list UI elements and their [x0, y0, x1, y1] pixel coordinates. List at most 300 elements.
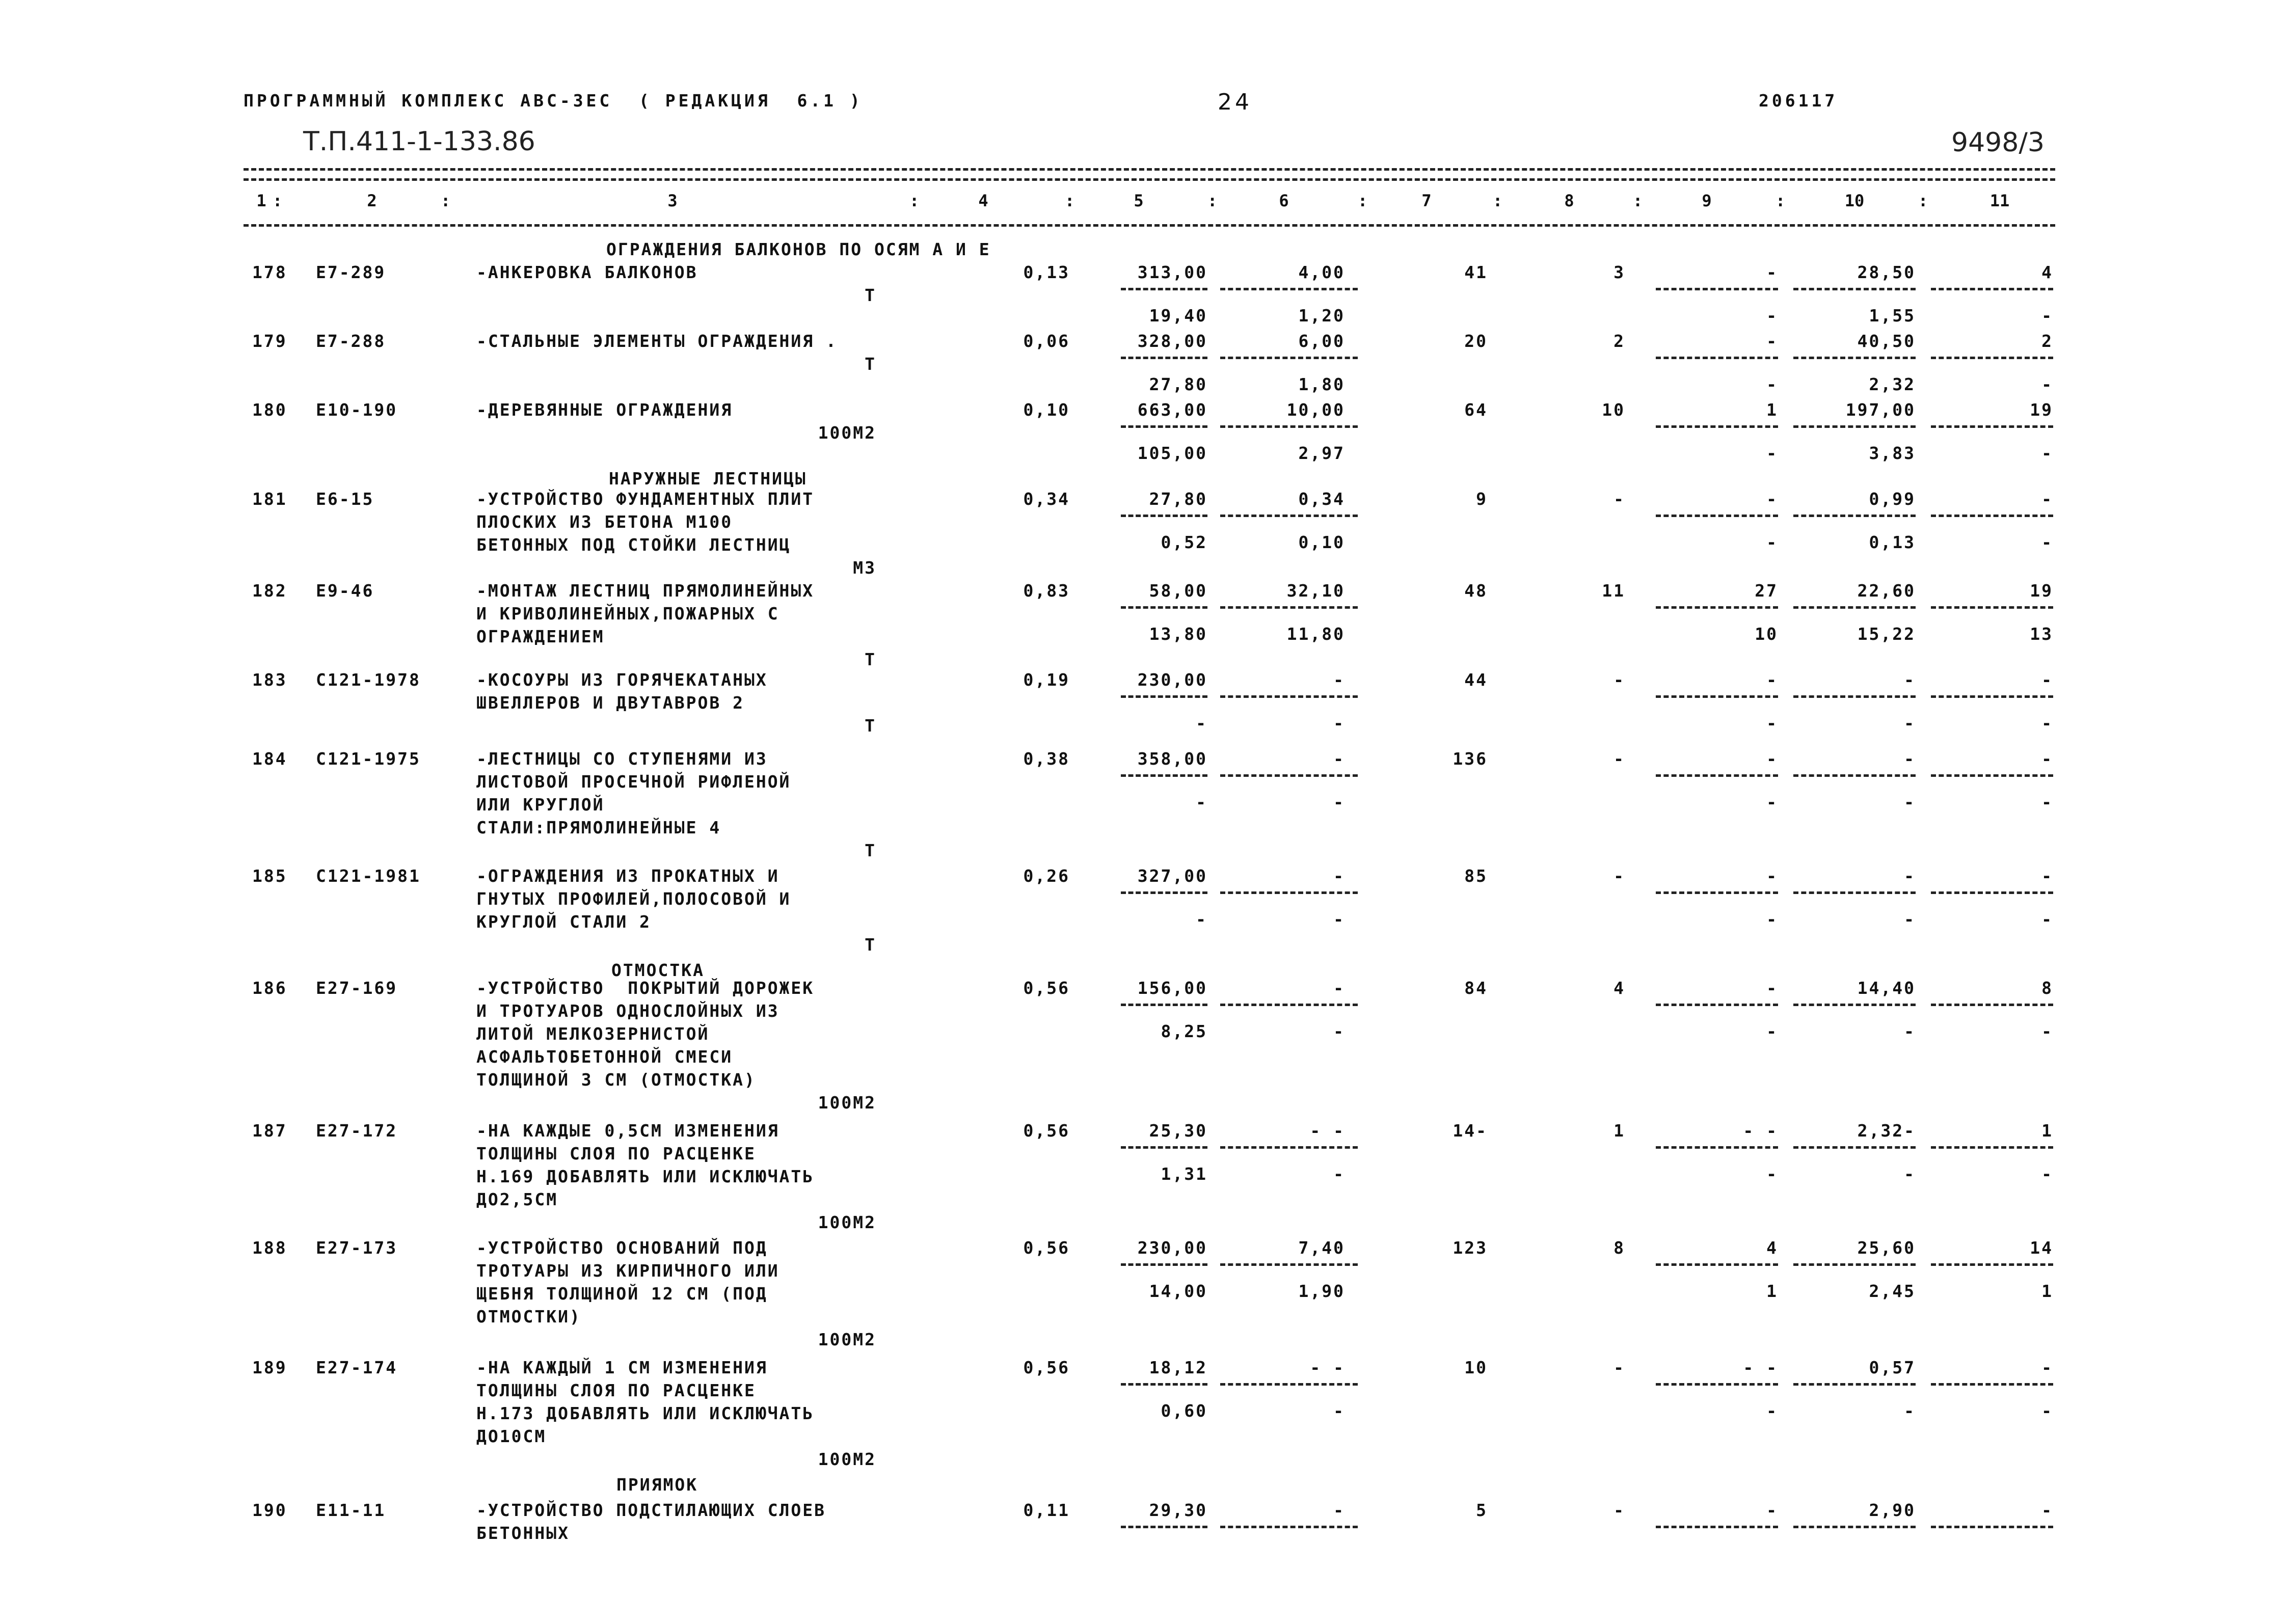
- col-7-value: 10: [1464, 1358, 1488, 1377]
- cost-total: 313,00: [1137, 262, 1207, 282]
- subtotal-divider: [1793, 1004, 1916, 1006]
- col-5: 5: [1134, 191, 1144, 210]
- work-description: Н.173 ДОБАВЛЯТЬ ИЛИ ИСКЛЮЧАТЬ: [476, 1403, 815, 1423]
- col-8-value: -: [1613, 670, 1625, 690]
- col-3: 3: [667, 191, 678, 210]
- work-description: ЛИТОЙ МЕЛКОЗЕРНИСТОЙ: [476, 1024, 710, 1044]
- subtotal-divider: [1931, 1146, 2053, 1149]
- row-number: 189: [252, 1358, 287, 1377]
- col-9-value: -: [1766, 262, 1778, 282]
- rate-code: Е10-190: [316, 400, 398, 420]
- unit-of-measure: 100М2: [818, 423, 876, 443]
- cost-total-sub: 19,40: [1149, 306, 1207, 326]
- subtotal-divider: [1793, 606, 1916, 609]
- col-11-value: 14: [2030, 1238, 2053, 1258]
- subtotal-divider: [1656, 1263, 1778, 1266]
- col-11-sub: -: [2041, 306, 2053, 326]
- col-sep: :: [1065, 191, 1075, 210]
- cost-wages: 32,10: [1286, 581, 1345, 601]
- top-rule: [244, 168, 2055, 171]
- cost-total: 156,00: [1137, 978, 1207, 998]
- col-10-sub: 15,22: [1857, 624, 1916, 644]
- quantity: 0,34: [1023, 489, 1070, 509]
- cost-wages: 10,00: [1286, 400, 1345, 420]
- col-11-value: -: [2041, 1358, 2053, 1377]
- col-9-value: -: [1766, 489, 1778, 509]
- cost-total: 29,30: [1149, 1500, 1207, 1520]
- subtotal-divider: [1656, 695, 1778, 698]
- cost-total: 58,00: [1149, 581, 1207, 601]
- cost-wages: 6,00: [1298, 331, 1345, 351]
- col-11-value: 2: [2041, 331, 2053, 351]
- row-number: 179: [252, 331, 287, 351]
- col-7-value: 85: [1464, 866, 1488, 886]
- subtotal-divider: [1931, 425, 2053, 428]
- subtotal-divider: [1220, 288, 1358, 290]
- col-9-sub: -: [1766, 443, 1778, 463]
- quantity: 0,56: [1023, 1121, 1070, 1141]
- unit-of-measure: М3: [853, 558, 876, 578]
- cost-total-sub: 13,80: [1149, 624, 1207, 644]
- work-description: ТРОТУАРЫ ИЗ КИРПИЧНОГО ИЛИ: [476, 1261, 779, 1281]
- subtotal-divider: [1656, 1383, 1778, 1386]
- subtotal-divider: [1121, 1146, 1207, 1149]
- row-number: 183: [252, 670, 287, 690]
- header-bottom-rule: [244, 224, 2055, 227]
- cost-wages: - -: [1310, 1121, 1345, 1141]
- subtotal-divider: [1220, 425, 1358, 428]
- cost-total-sub: 0,52: [1161, 532, 1207, 552]
- col-sep: :: [441, 191, 451, 210]
- cost-total-sub: -: [1196, 909, 1207, 929]
- col-8-value: 11: [1602, 581, 1625, 601]
- col-10-value: 2,90: [1869, 1500, 1916, 1520]
- subtotal-divider: [1121, 774, 1207, 777]
- sheet-number: 9498/3: [1951, 127, 2045, 158]
- col-7-value: 44: [1464, 670, 1488, 690]
- col-9-sub: -: [1766, 306, 1778, 326]
- col-9-value: -: [1766, 866, 1778, 886]
- subtotal-divider: [1793, 695, 1916, 698]
- col-sep: :: [1358, 191, 1368, 210]
- work-description: -СТАЛЬНЫЕ ЭЛЕМЕНТЫ ОГРАЖДЕНИЯ .: [476, 331, 838, 351]
- col-10-sub: 2,45: [1869, 1281, 1916, 1301]
- cost-wages: -: [1333, 866, 1345, 886]
- row-number: 186: [252, 978, 287, 998]
- work-description: ТОЛЩИНЫ СЛОЯ ПО РАСЦЕНКЕ: [476, 1381, 756, 1400]
- quantity: 0,56: [1023, 1358, 1070, 1377]
- col-10-sub: -: [1904, 1021, 1916, 1041]
- subtotal-divider: [1121, 606, 1207, 609]
- col-9-sub: -: [1766, 792, 1778, 812]
- col-10-sub: -: [1904, 909, 1916, 929]
- col-10-sub: 2,32: [1869, 374, 1916, 394]
- col-9-sub: -: [1766, 1021, 1778, 1041]
- work-description: АСФАЛЬТОБЕТОННОЙ СМЕСИ: [476, 1047, 733, 1067]
- cost-wages-sub: -: [1333, 1021, 1345, 1041]
- subtotal-divider: [1793, 515, 1916, 517]
- col-9-value: -: [1766, 670, 1778, 690]
- col-9-sub: -: [1766, 1401, 1778, 1421]
- row-number: 185: [252, 866, 287, 886]
- col-7-value: 14-: [1453, 1121, 1488, 1141]
- subtotal-divider: [1656, 357, 1778, 359]
- subtotal-divider: [1931, 891, 2053, 894]
- subtotal-divider: [1121, 1004, 1207, 1006]
- subtotal-divider: [1656, 891, 1778, 894]
- col-11-value: 1: [2041, 1121, 2053, 1141]
- col-7-value: 9: [1476, 489, 1488, 509]
- work-description: -ЛЕСТНИЦЫ СО СТУПЕНЯМИ ИЗ: [476, 749, 768, 769]
- row-number: 184: [252, 749, 287, 769]
- col-8-value: 1: [1613, 1121, 1625, 1141]
- col-10-sub: -: [1904, 1401, 1916, 1421]
- row-number: 178: [252, 262, 287, 282]
- col-8-value: -: [1613, 489, 1625, 509]
- col-9-sub: -: [1766, 713, 1778, 733]
- col-11-sub: -: [2041, 1164, 2053, 1184]
- subtotal-divider: [1793, 1146, 1916, 1149]
- page-number: 24: [1218, 89, 1252, 115]
- subtotal-divider: [1121, 288, 1207, 290]
- subtotal-divider: [1793, 357, 1916, 359]
- col-sep: :: [1633, 191, 1643, 210]
- work-description: ЛИСТОВОЙ ПРОСЕЧНОЙ РИФЛЕНОЙ: [476, 772, 791, 792]
- col-11-value: -: [2041, 866, 2053, 886]
- work-description: Н.169 ДОБАВЛЯТЬ ИЛИ ИСКЛЮЧАТЬ: [476, 1167, 815, 1186]
- col-9-sub: -: [1766, 909, 1778, 929]
- cost-wages-sub: 2,97: [1298, 443, 1345, 463]
- col-11-sub: -: [2041, 443, 2053, 463]
- subtotal-divider: [1793, 1383, 1916, 1386]
- work-description: БЕТОННЫХ: [476, 1523, 570, 1543]
- subtotal-divider: [1931, 1526, 2053, 1528]
- subtotal-divider: [1931, 606, 2053, 609]
- col-7: 7: [1421, 191, 1432, 210]
- col-9-value: -: [1766, 1500, 1778, 1520]
- col-9-value: 1: [1766, 400, 1778, 420]
- col-4: 4: [978, 191, 988, 210]
- row-number: 181: [252, 489, 287, 509]
- col-9-value: - -: [1743, 1358, 1778, 1377]
- work-description: БЕТОННЫХ ПОД СТОЙКИ ЛЕСТНИЦ: [476, 535, 791, 555]
- row-number: 188: [252, 1238, 287, 1258]
- col-9-sub: -: [1766, 532, 1778, 552]
- unit-of-measure: Т: [865, 716, 876, 736]
- cost-wages: 0,34: [1298, 489, 1345, 509]
- unit-of-measure: 100М2: [818, 1212, 876, 1232]
- col-8-value: 2: [1613, 331, 1625, 351]
- work-description: -ДЕРЕВЯННЫЕ ОГРАЖДЕНИЯ: [476, 400, 733, 420]
- col-1: 1: [256, 191, 266, 210]
- work-description: ИЛИ КРУГЛОЙ: [476, 795, 605, 815]
- col-sep: :: [909, 191, 920, 210]
- rate-code: С121-1981: [316, 866, 421, 886]
- quantity: 0,26: [1023, 866, 1070, 886]
- work-description: -КОСОУРЫ ИЗ ГОРЯЧЕКАТАНЫХ: [476, 670, 768, 690]
- col-11-sub: -: [2041, 1401, 2053, 1421]
- subtotal-divider: [1220, 1263, 1358, 1266]
- col-sep: :: [1918, 191, 1928, 210]
- subtotal-divider: [1656, 1526, 1778, 1528]
- col-11-value: -: [2041, 749, 2053, 769]
- col-10-value: 197,00: [1845, 400, 1916, 420]
- subtotal-divider: [1931, 774, 2053, 777]
- col-11-sub: 1: [2041, 1281, 2053, 1301]
- col-sep: :: [273, 191, 283, 210]
- cost-wages: -: [1333, 749, 1345, 769]
- col-10-value: 0,57: [1869, 1358, 1916, 1377]
- col-10-value: 28,50: [1857, 262, 1916, 282]
- quantity: 0,11: [1023, 1500, 1070, 1520]
- cost-wages-sub: -: [1333, 1401, 1345, 1421]
- work-description: ТОЛЩИНЫ СЛОЯ ПО РАСЦЕНКЕ: [476, 1144, 756, 1163]
- cost-total-sub: 8,25: [1161, 1021, 1207, 1041]
- subtotal-divider: [1121, 891, 1207, 894]
- subtotal-divider: [1656, 288, 1778, 290]
- quantity: 0,38: [1023, 749, 1070, 769]
- col-8: 8: [1564, 191, 1574, 210]
- work-description: ЩЕБНЯ ТОЛЩИНОЙ 12 СМ (ПОД: [476, 1284, 768, 1304]
- subtotal-divider: [1931, 1263, 2053, 1266]
- work-description: ГНУТЫХ ПРОФИЛЕЙ,ПОЛОСОВОЙ И: [476, 889, 791, 909]
- cost-total: 358,00: [1137, 749, 1207, 769]
- subtotal-divider: [1220, 774, 1358, 777]
- unit-of-measure: Т: [865, 285, 876, 305]
- rate-code: Е7-289: [316, 262, 386, 282]
- col-11-sub: -: [2041, 909, 2053, 929]
- quantity: 0,19: [1023, 670, 1070, 690]
- subtotal-divider: [1793, 288, 1916, 290]
- work-description: -ОГРАЖДЕНИЯ ИЗ ПРОКАТНЫХ И: [476, 866, 779, 886]
- subtotal-divider: [1656, 1004, 1778, 1006]
- col-10-value: 14,40: [1857, 978, 1916, 998]
- col-9-value: 27: [1755, 581, 1778, 601]
- row-number: 190: [252, 1500, 287, 1520]
- subtotal-divider: [1220, 606, 1358, 609]
- quantity: 0,13: [1023, 262, 1070, 282]
- rate-code: Е27-174: [316, 1358, 398, 1377]
- col-8-value: 4: [1613, 978, 1625, 998]
- col-10-value: 25,60: [1857, 1238, 1916, 1258]
- col-11-value: 19: [2030, 400, 2053, 420]
- col-10-value: 2,32-: [1857, 1121, 1916, 1141]
- cost-total-sub: 1,31: [1161, 1164, 1207, 1184]
- cost-wages-sub: -: [1333, 792, 1345, 812]
- cost-total-sub: 27,80: [1149, 374, 1207, 394]
- work-description: -УСТРОЙСТВО ОСНОВАНИЙ ПОД: [476, 1238, 768, 1258]
- cost-wages-sub: 1,90: [1298, 1281, 1345, 1301]
- subtotal-divider: [1931, 1383, 2053, 1386]
- cost-wages-sub: 1,20: [1298, 306, 1345, 326]
- unit-of-measure: 100М2: [818, 1330, 876, 1349]
- cost-total-sub: -: [1196, 792, 1207, 812]
- col-10-sub: 0,13: [1869, 532, 1916, 552]
- work-description: -УСТРОЙСТВО ПОДСТИЛАЮЩИХ СЛОЕВ: [476, 1500, 826, 1520]
- col-11-value: -: [2041, 670, 2053, 690]
- rate-code: Е11-11: [316, 1500, 386, 1520]
- subtotal-divider: [1793, 891, 1916, 894]
- col-9-sub: 1: [1766, 1281, 1778, 1301]
- top-rule-2: [244, 178, 2055, 181]
- work-description: -УСТРОЙСТВО ПОКРЫТИЙ ДОРОЖЕК: [476, 978, 815, 998]
- cost-wages-sub: 1,80: [1298, 374, 1345, 394]
- row-number: 187: [252, 1121, 287, 1141]
- subtotal-divider: [1121, 515, 1207, 517]
- cost-total: 230,00: [1137, 670, 1207, 690]
- col-7-value: 123: [1453, 1238, 1488, 1258]
- subtotal-divider: [1931, 515, 2053, 517]
- work-description: -АНКЕРОВКА БАЛКОНОВ: [476, 262, 698, 282]
- work-description: ДО2,5СМ: [476, 1189, 558, 1209]
- cost-total: 25,30: [1149, 1121, 1207, 1141]
- col-7-value: 41: [1464, 262, 1488, 282]
- cost-wages: - -: [1310, 1358, 1345, 1377]
- col-2: 2: [367, 191, 377, 210]
- subtotal-divider: [1121, 425, 1207, 428]
- section-title: НАРУЖНЫЕ ЛЕСТНИЦЫ: [609, 469, 807, 489]
- subtotal-divider: [1931, 357, 2053, 359]
- subtotal-divider: [1121, 357, 1207, 359]
- col-10-sub: -: [1904, 1164, 1916, 1184]
- work-description: И ТРОТУАРОВ ОДНОСЛОЙНЫХ ИЗ: [476, 1001, 779, 1021]
- col-11-sub: -: [2041, 532, 2053, 552]
- col-7-value: 48: [1464, 581, 1488, 601]
- cost-wages-sub: 0,10: [1298, 532, 1345, 552]
- subtotal-divider: [1656, 515, 1778, 517]
- unit-of-measure: 100М2: [818, 1093, 876, 1113]
- col-10-sub: 1,55: [1869, 306, 1916, 326]
- col-sep: :: [1207, 191, 1218, 210]
- quantity: 0,56: [1023, 978, 1070, 998]
- work-description: ШВЕЛЛЕРОВ И ДВУТАВРОВ 2: [476, 693, 744, 713]
- col-11-sub: -: [2041, 374, 2053, 394]
- quantity: 0,06: [1023, 331, 1070, 351]
- subtotal-divider: [1656, 1146, 1778, 1149]
- subtotal-divider: [1793, 1526, 1916, 1528]
- col-9-sub: 10: [1755, 624, 1778, 644]
- work-description: -НА КАЖДЫЕ 0,5СМ ИЗМЕНЕНИЯ: [476, 1121, 779, 1141]
- col-sep: :: [1493, 191, 1503, 210]
- col-11-sub: 13: [2030, 624, 2053, 644]
- subtotal-divider: [1931, 695, 2053, 698]
- subtotal-divider: [1121, 1383, 1207, 1386]
- subtotal-divider: [1793, 1263, 1916, 1266]
- cost-total-sub: 0,60: [1161, 1401, 1207, 1421]
- rate-code: Е7-288: [316, 331, 386, 351]
- col-11-sub: -: [2041, 1021, 2053, 1041]
- unit-of-measure: Т: [865, 935, 876, 955]
- work-description: ПЛОСКИХ ИЗ БЕТОНА М100: [476, 512, 733, 532]
- quantity: 0,56: [1023, 1238, 1070, 1258]
- rate-code: Е9-46: [316, 581, 374, 601]
- subtotal-divider: [1220, 891, 1358, 894]
- work-description: ТОЛЩИНОЙ 3 СМ (ОТМОСТКА): [476, 1070, 756, 1090]
- work-description: ОГРАЖДЕНИЕМ: [476, 627, 605, 646]
- col-9-value: - -: [1743, 1121, 1778, 1141]
- subtotal-divider: [1121, 1526, 1207, 1528]
- cost-wages-sub: -: [1333, 909, 1345, 929]
- col-9-value: -: [1766, 749, 1778, 769]
- col-10-sub: 3,83: [1869, 443, 1916, 463]
- col-11: 11: [1989, 191, 2010, 210]
- col-8-value: -: [1613, 1500, 1625, 1520]
- subtotal-divider: [1931, 288, 2053, 290]
- col-11-sub: -: [2041, 792, 2053, 812]
- subtotal-divider: [1656, 774, 1778, 777]
- cost-total: 327,00: [1137, 866, 1207, 886]
- rate-code: Е27-173: [316, 1238, 398, 1258]
- col-11-value: -: [2041, 1500, 2053, 1520]
- col-9-sub: -: [1766, 374, 1778, 394]
- col-11-sub: -: [2041, 713, 2053, 733]
- quantity: 0,83: [1023, 581, 1070, 601]
- cost-total-sub: 14,00: [1149, 1281, 1207, 1301]
- cost-total-sub: 105,00: [1137, 443, 1207, 463]
- subtotal-divider: [1220, 1526, 1358, 1528]
- program-header: ПРОГРАММНЫЙ КОМПЛЕКС АВС-3ЕС ( РЕДАКЦИЯ 6.1 ): [244, 91, 863, 111]
- col-8-value: 10: [1602, 400, 1625, 420]
- work-description: -МОНТАЖ ЛЕСТНИЦ ПРЯМОЛИНЕЙНЫХ: [476, 581, 815, 601]
- section-title: ОТМОСТКА: [611, 960, 705, 980]
- cost-wages: 4,00: [1298, 262, 1345, 282]
- col-9-value: 4: [1766, 1238, 1778, 1258]
- quantity: 0,10: [1023, 400, 1070, 420]
- subtotal-divider: [1793, 774, 1916, 777]
- col-7-value: 20: [1464, 331, 1488, 351]
- rate-code: Е27-169: [316, 978, 398, 998]
- cost-total: 663,00: [1137, 400, 1207, 420]
- work-description: ОТМОСТКИ): [476, 1307, 581, 1327]
- cost-total: 328,00: [1137, 331, 1207, 351]
- cost-wages: -: [1333, 1500, 1345, 1520]
- subtotal-divider: [1121, 695, 1207, 698]
- subtotal-divider: [1220, 695, 1358, 698]
- unit-of-measure: Т: [865, 649, 876, 669]
- cost-wages-sub: -: [1333, 713, 1345, 733]
- cost-wages: 7,40: [1298, 1238, 1345, 1258]
- col-9: 9: [1702, 191, 1712, 210]
- project-number: Т.П.411-1-133.86: [303, 126, 535, 157]
- rate-code: Е27-172: [316, 1121, 398, 1141]
- section-title: ОГРАЖДЕНИЯ БАЛКОНОВ ПО ОСЯМ А И Е: [606, 239, 991, 259]
- col-11-value: 4: [2041, 262, 2053, 282]
- subtotal-divider: [1121, 1263, 1207, 1266]
- subtotal-divider: [1931, 1004, 2053, 1006]
- unit-of-measure: Т: [865, 841, 876, 860]
- cost-total-sub: -: [1196, 713, 1207, 733]
- col-10-sub: -: [1904, 792, 1916, 812]
- col-10-value: -: [1904, 749, 1916, 769]
- col-10-value: 22,60: [1857, 581, 1916, 601]
- unit-of-measure: Т: [865, 354, 876, 374]
- work-description: ДО10СМ: [476, 1426, 547, 1446]
- cost-wages-sub: -: [1333, 1164, 1345, 1184]
- work-description: И КРИВОЛИНЕЙНЫХ,ПОЖАРНЫХ С: [476, 604, 779, 624]
- rate-code: С121-1975: [316, 749, 421, 769]
- subtotal-divider: [1656, 606, 1778, 609]
- subtotal-divider: [1220, 1004, 1358, 1006]
- row-number: 180: [252, 400, 287, 420]
- cost-total: 230,00: [1137, 1238, 1207, 1258]
- subtotal-divider: [1220, 515, 1358, 517]
- cost-wages: -: [1333, 670, 1345, 690]
- col-7-value: 64: [1464, 400, 1488, 420]
- col-10-value: 40,50: [1857, 331, 1916, 351]
- work-description: КРУГЛОЙ СТАЛИ 2: [476, 912, 652, 932]
- cost-wages: -: [1333, 978, 1345, 998]
- col-10-value: 0,99: [1869, 489, 1916, 509]
